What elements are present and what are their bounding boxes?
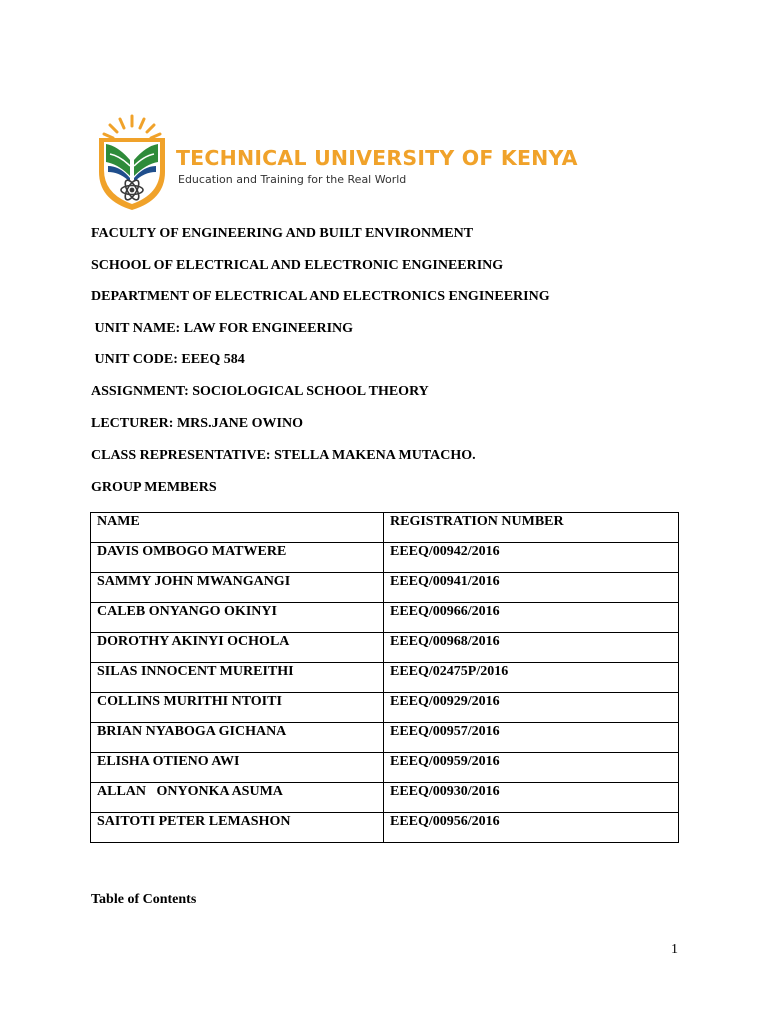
member-name: SAITOTI PETER LEMASHON xyxy=(91,813,384,843)
table-header-row xyxy=(91,513,679,543)
class-representative-line: CLASS REPRESENTATIVE: STELLA MAKENA MUTACHO. xyxy=(91,448,476,463)
university-tagline: Education and Training for the Real World xyxy=(178,173,407,186)
table-row xyxy=(91,543,679,573)
member-name: COLLINS MURITHI NTOITI xyxy=(91,693,384,723)
table-row xyxy=(91,753,679,783)
university-crest-icon xyxy=(96,114,168,212)
member-registration-number: EEEQ/00957/2016 xyxy=(384,723,679,753)
group-members-heading: GROUP MEMBERS xyxy=(91,480,217,495)
member-registration-number: EEEQ/00968/2016 xyxy=(384,633,679,663)
column-header-registration-number: REGISTRATION NUMBER xyxy=(384,513,679,543)
table-row xyxy=(91,783,679,813)
member-registration-number: EEEQ/00942/2016 xyxy=(384,543,679,573)
table-row xyxy=(91,633,679,663)
member-name: SILAS INNOCENT MUREITHI xyxy=(91,663,384,693)
university-logo xyxy=(96,114,616,214)
table-row xyxy=(91,663,679,693)
lecturer-line: LECTURER: MRS.JANE OWINO xyxy=(91,416,303,431)
table-row xyxy=(91,603,679,633)
member-registration-number: EEEQ/00929/2016 xyxy=(384,693,679,723)
department-line: DEPARTMENT OF ELECTRICAL AND ELECTRONICS ENGINEERING xyxy=(91,289,550,304)
member-name: SAMMY JOHN MWANGANGI xyxy=(91,573,384,603)
unit-code-line: UNIT CODE: EEEQ 584 xyxy=(91,352,245,367)
member-name: DOROTHY AKINYI OCHOLA xyxy=(91,633,384,663)
school-line: SCHOOL OF ELECTRICAL AND ELECTRONIC ENGINEERING xyxy=(91,258,504,273)
assignment-line: ASSIGNMENT: SOCIOLOGICAL SCHOOL THEORY xyxy=(91,384,429,399)
unit-name-line: UNIT NAME: LAW FOR ENGINEERING xyxy=(91,321,354,336)
member-name: ELISHA OTIENO AWI xyxy=(91,753,384,783)
page-number: 1 xyxy=(671,942,678,957)
member-registration-number: EEEQ/00956/2016 xyxy=(384,813,679,843)
university-name: TECHNICAL UNIVERSITY OF KENYA xyxy=(176,146,578,170)
member-registration-number: EEEQ/00959/2016 xyxy=(384,753,679,783)
member-registration-number: EEEQ/00930/2016 xyxy=(384,783,679,813)
column-header-name: NAME xyxy=(91,513,384,543)
faculty-line: FACULTY OF ENGINEERING AND BUILT ENVIRONMENT xyxy=(91,226,474,241)
member-registration-number: EEEQ/00966/2016 xyxy=(384,603,679,633)
table-row xyxy=(91,693,679,723)
member-registration-number: EEEQ/00941/2016 xyxy=(384,573,679,603)
member-name: DAVIS OMBOGO MATWERE xyxy=(91,543,384,573)
member-name: ALLAN ONYONKA ASUMA xyxy=(91,783,384,813)
member-name: BRIAN NYABOGA GICHANA xyxy=(91,723,384,753)
table-row xyxy=(91,813,679,843)
member-registration-number: EEEQ/02475P/2016 xyxy=(384,663,679,693)
group-members-table xyxy=(90,512,679,843)
member-name: CALEB ONYANGO OKINYI xyxy=(91,603,384,633)
table-of-contents-heading: Table of Contents xyxy=(91,892,197,907)
table-row xyxy=(91,573,679,603)
table-row xyxy=(91,723,679,753)
